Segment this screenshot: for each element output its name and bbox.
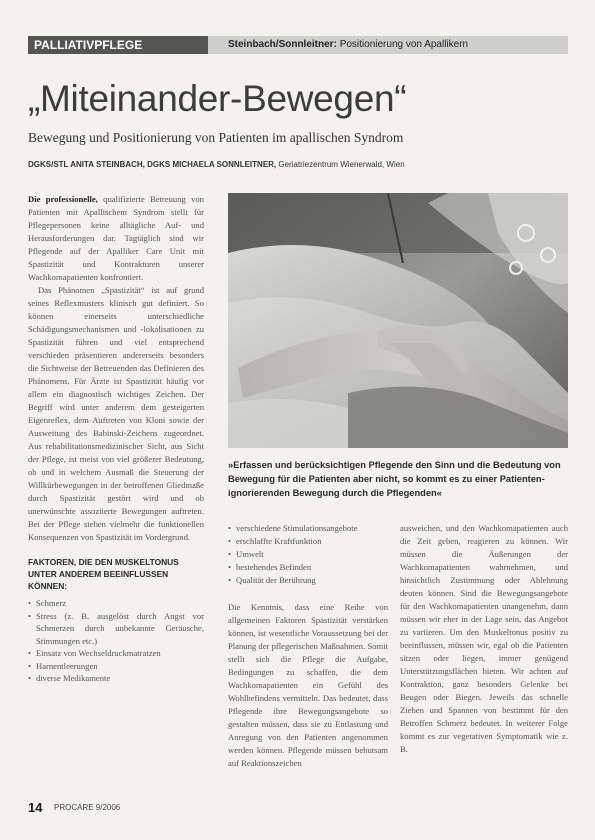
section-tag: PALLIATIVPFLEGE [28,36,208,54]
running-header-title: Positionierung von Apallikern [339,39,469,50]
magazine-info: PROCARE 9/2006 [54,803,121,812]
list-item: • Einsatz von Wechseldruckmatratzen [28,647,204,660]
photo-illustration [228,193,568,448]
factors-list-continued [228,522,388,587]
list-item: • Schmerz [28,597,204,610]
reaction-paragraph: ausweichen, und den Wachkomapatienten auch die Zeit geben, reagieren zu können. Wir müssen die Äußerungen der Wachkomapatienten wahrnehmen, und hinsichtlich Zustimmung oder Ablehnung deuten können. Sind die Bewegungsangebote für den Wachkomapatienten unangenehm, dann müssen wir eher in der Lage sein, das Angebot zu variieren. Um den Muskeltonus positiv zu beeinflussen, müssen wir, egal ob die Patienten sitzen oder liegen, immer genügend Unterstützungsflächen bieten. Wir achten auf Kontraktion, ganz besonders Gelenke bei Beugen oder Biegen. Jeweils das schnelle Ziehen und Spannen von bestimmt für den Betroffen Schmerz bedeutet. In weiterer Folge kommt es zur vegetativen Symptomatik wie z. B. [400,523,568,754]
patient-photo [228,193,568,448]
running-header [228,36,468,54]
lead-in: Die professionelle, [28,194,98,204]
planning-paragraph: Die Kenntnis, dass eine Reihe von allgemeinen Faktoren Spastizität verstärken können, ist wesentliche Voraussetzung bei der Planung der pflegerischen Maßnahmen. Somit stellt sich die Pflege die Aufgabe, Bedingungen zu schaffen, die dem Wachkomapatienten ein Gefühl des Wohlbefindens vermitteln. Das bedeutet, dass Pflegende ihre Bewegungsangebote so gestalten müssen, dass sie zu Entlastung und Anregung von den Patienten angenommen werden können. Pflegende müssen behutsam auf Reaktionszeichen [228,602,388,768]
page-number: 14 [28,800,43,815]
author-line [28,160,568,169]
list-item: • Stress (z. B. ausgelöst durch Angst vor Schmerzen durch unbekannte Geräusche, Stimmungen etc.) [28,610,204,648]
spasticity-paragraph: Das Phänomen „Spastizität“ ist auf grund seines Reflexmusters klinisch gut definiert. So können einerseits unterschiedliche Schädigungsmechanismen und -lokalisationen zu Spastizität führen und viel entsprechend verschieden präsentieren andererseits besonders die Sichtweise der Betreuenden das Definieren des Phänomens. Für Ärzte ist Spastizität häufig vor allem ein diagnostisch wichtiges Zeichen. Der Begriff wird unter anderem dem gesteigerten Eigenreflex, dem Auftreten von Kloni sowie der Ausweitung des Babinski-Zeichens zugeordnet. Aus rehabilitationsmedizinischer Sicht, aus Sicht der Pflege, ist meist von viel größerer Bedeutung, ob und in welchem Ausmaß die Steuerung der Willkürbewegungen in der betroffenen Gliedmaße durch Spastizität gestört wird und ob unerwünschte assoziierte Bewegungen auftreten. Bei der Pflege stehen vielmehr die funktionellen Konsequenzen von Spastizität im Vordergrund. [28,285,204,542]
list-item: • Qualität der Berührung [228,574,388,587]
text-column-3 [400,522,568,756]
text-column-1 [28,193,204,685]
article-title: „Miteinander-Bewegen“ [28,78,407,119]
list-item: • diverse Medikamente [28,672,204,685]
text-column-2 [228,522,388,770]
author-names: DGKS/STL ANITA STEINBACH, DGKS MICHAELA SONNLEITNER, [28,160,277,169]
author-affiliation: Geriatriezentrum Wienerwald, Wien [278,160,405,169]
list-item: • Harnentleerungen [28,660,204,673]
list-item: • erschlaffte Kraftfunktion [228,535,388,548]
intro-paragraph [28,193,204,284]
article-subtitle: Bewegung und Positionierung von Patienten im apallischen Syndrom [28,130,404,145]
list-item: • verschiedene Stimulationsangebote [228,522,388,535]
factors-list [28,597,204,685]
list-item: • bestehendes Befinden [228,561,388,574]
running-header-authors: Steinbach/Sonnleitner: [228,39,337,50]
factors-heading: FAKTOREN, DIE DEN MUSKELTONUS UNTER ANDEREM BEEINFLUSSEN KÖNNEN: [28,557,179,591]
pull-quote: »Erfassen und berücksichtigen Pflegende den Sinn und die Bedeutung von Bewegung für die Patienten aber nicht, so kommt es zu einer Patienten-ignorierenden Bewegung durch die Pflegenden« [228,460,561,498]
list-item: • Umwelt [228,548,388,561]
intro-text: qualifizierte Betreuung von Patienten mit Apallischem Syndrom stellt für Pflegepersonen keine alltägliche Auf- und Herausforderungen dar. Tagtäglich sind wir Pflegende auf der Apalliker Care Unit mit Spastizität und Kontrakturen unserer Wachkomapatienten konfrontiert. [28,194,204,282]
